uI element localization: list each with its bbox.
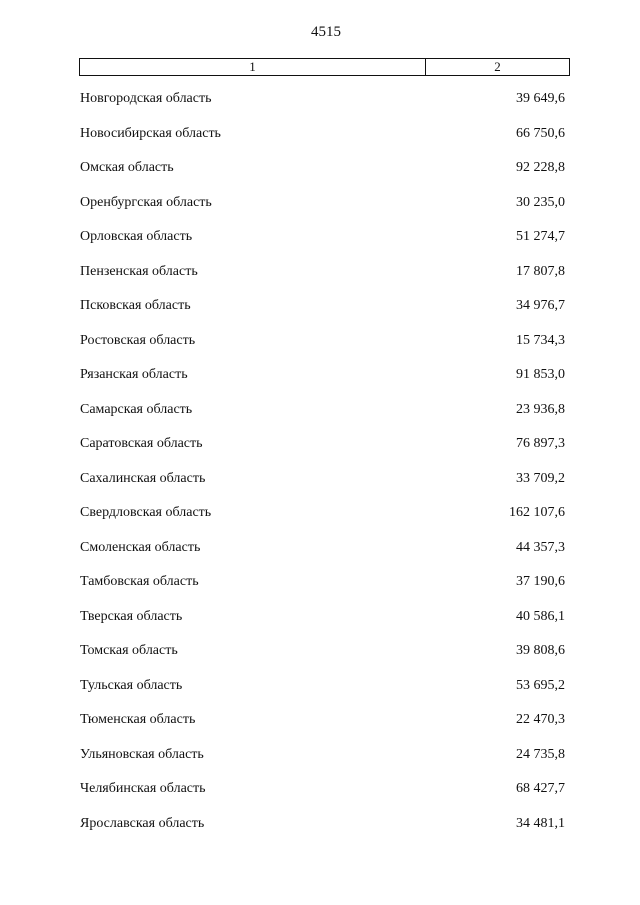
table-row	[0, 608, 640, 643]
region-value: 22 470,3	[516, 712, 565, 727]
table-header	[79, 58, 570, 76]
table-row	[0, 125, 640, 160]
region-name: Псковская область	[80, 298, 191, 313]
table-row	[0, 504, 640, 539]
table-row	[0, 539, 640, 574]
table-row	[0, 780, 640, 815]
region-value: 15 734,3	[516, 332, 565, 348]
table-body	[0, 90, 640, 849]
region-name: Сахалинская область	[80, 470, 206, 486]
region-name: Свердловская область	[80, 505, 212, 520]
region-name: Тульская область	[80, 677, 183, 693]
region-name: Смоленская область	[80, 539, 201, 555]
table-row	[0, 366, 640, 401]
region-value: 39 808,6	[516, 643, 565, 658]
region-value: 44 357,3	[516, 539, 565, 555]
table-row	[0, 815, 640, 850]
region-value: 17 807,8	[516, 263, 565, 279]
region-value: 23 936,8	[516, 401, 565, 417]
region-value: 33 709,2	[516, 470, 565, 486]
table-row	[0, 159, 640, 194]
table-row	[0, 677, 640, 712]
table-row	[0, 642, 640, 677]
region-name: Новгородская область	[80, 91, 212, 106]
region-name: Саратовская область	[80, 436, 203, 451]
table-row	[0, 228, 640, 263]
region-value: 39 649,6	[516, 91, 565, 106]
table-row	[0, 573, 640, 608]
region-name: Томская область	[80, 643, 178, 658]
region-name: Ульяновская область	[80, 746, 204, 762]
table-row	[0, 470, 640, 505]
region-value: 37 190,6	[516, 574, 565, 589]
table-row	[0, 401, 640, 436]
region-name: Новосибирская область	[80, 125, 221, 141]
region-value: 92 228,8	[516, 160, 565, 175]
region-value: 40 586,1	[516, 608, 565, 624]
region-value: 30 235,0	[516, 194, 565, 210]
region-value: 76 897,3	[516, 436, 565, 451]
region-value: 162 107,6	[509, 505, 565, 520]
table-row	[0, 711, 640, 746]
table-row	[0, 297, 640, 332]
region-name: Оренбургская область	[80, 194, 212, 210]
region-name: Самарская область	[80, 401, 193, 417]
region-name: Челябинская область	[80, 781, 206, 796]
page-number: 4515	[311, 24, 341, 40]
region-value: 51 274,7	[516, 229, 565, 244]
table-row	[0, 746, 640, 781]
region-value: 34 976,7	[516, 298, 565, 313]
region-name: Рязанская область	[80, 367, 188, 382]
table-row	[0, 332, 640, 367]
region-name: Ярославская область	[80, 815, 205, 831]
region-name: Омская область	[80, 160, 174, 175]
region-name: Тверская область	[80, 608, 183, 624]
region-name: Орловская область	[80, 229, 193, 244]
table-row	[0, 435, 640, 470]
region-value: 24 735,8	[516, 746, 565, 762]
region-value: 66 750,6	[516, 125, 565, 141]
region-value: 34 481,1	[516, 815, 565, 831]
region-name: Тамбовская область	[80, 574, 199, 589]
column-header-1: 1	[80, 59, 426, 75]
table-row	[0, 263, 640, 298]
region-value: 91 853,0	[516, 367, 565, 382]
table-row	[0, 194, 640, 229]
region-value: 53 695,2	[516, 677, 565, 693]
table-row	[0, 90, 640, 125]
region-name: Тюменская область	[80, 712, 196, 727]
region-name: Ростовская область	[80, 332, 196, 348]
column-header-2: 2	[494, 59, 501, 74]
region-name: Пензенская область	[80, 263, 198, 279]
region-value: 68 427,7	[516, 781, 565, 796]
